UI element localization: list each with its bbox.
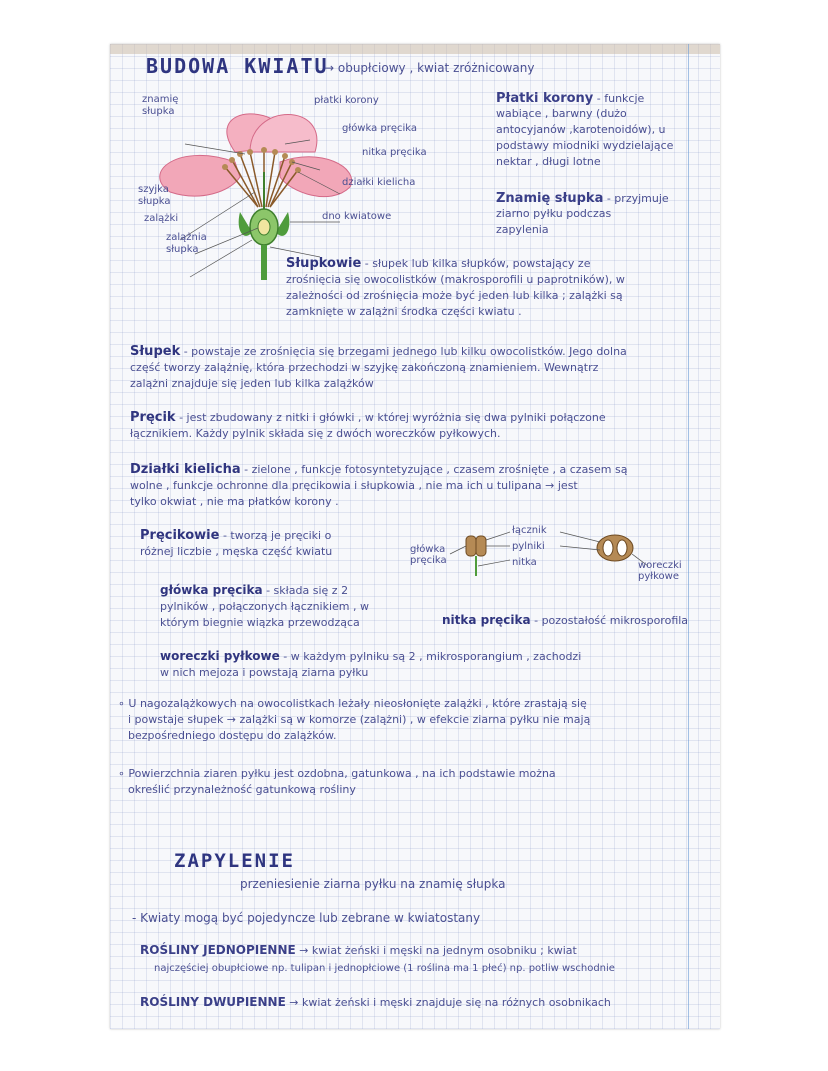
label-zalaznia: zalążnia słupka	[166, 232, 207, 255]
slupkowie-line0: - słupek lub kilka słupków, powstający ze	[364, 257, 591, 270]
label-znamie: znamię słupka	[142, 94, 179, 117]
dzialki-line2: tylko okwiat , nie ma płatków korony .	[130, 495, 339, 508]
woreczki-line0: - w każdym pylniku są 2 , mikrosporangium , zachodzi	[283, 650, 582, 663]
slupek-line2: zalążni znajduje się jeden lub kilka zalążków	[130, 377, 374, 390]
page-subtitle: → obupłciowy , kwiat zróżnicowany	[324, 61, 535, 75]
note-znamie	[496, 190, 669, 207]
precikowie-block	[140, 528, 332, 560]
precik-line0: - jest zbudowany z nitki i główki , w której wyróżnia się dwa pylniki połączone	[179, 411, 606, 424]
label-zalazki: zalążki	[144, 213, 179, 224]
slupkowie-title: Słupkowie	[286, 256, 362, 271]
bullet-2: ∘ Powierzchnia ziaren pyłku jest ozdobna, gatunkowa , na ich podstawie można określić przynależność gatunkową rośliny	[118, 767, 556, 796]
bullet-2-line1: określić przynależność gatunkową rośliny	[128, 783, 356, 796]
note-platki-line1: wabiące , barwny (dużo	[496, 107, 627, 120]
slupkowie-line2: zależności od zrośnięcia może być jeden lub kilka ; zalążki są	[286, 289, 623, 302]
slupek-block	[130, 344, 627, 392]
stamen-label-nitka: nitka	[512, 557, 537, 568]
precikowie-line0: - tworzą je pręciki o	[222, 529, 332, 542]
zapylenie-definition: przeniesienie ziarna pyłku na znamię słupka	[240, 877, 506, 891]
note-platki	[496, 90, 644, 107]
slupkowie-line1: zrośnięcia się owocolistków (makrosporofili u paprotników), w	[286, 273, 625, 286]
glowka-line2: którym biegnie wiązka przewodząca	[160, 616, 360, 629]
note-znamie-body	[496, 206, 611, 238]
precikowie-line1: różnej liczbie , męska część kwiatu	[140, 545, 333, 558]
jednopienne-line1: → kwiat żeński i męski na jednym osobniku ; kwiat	[299, 944, 577, 957]
slupkowie-block	[286, 256, 625, 320]
note-znamie-title: Znamię słupka	[496, 191, 604, 206]
dzialki-block	[130, 462, 628, 510]
slupkowie-line3: zamknięte w zalążni środka części kwiatu .	[286, 305, 522, 318]
stamen-label-pylniki: pylniki	[512, 541, 545, 552]
bullet-1-line2: bezpośredniego dostępu do zalążków.	[128, 729, 337, 742]
dzialki-line0: - zielone , funkcje fotosyntetyzujące , czasem zrośnięte , a czasem są	[244, 463, 628, 476]
jednopienne-line2: najczęściej obupłciowe np. tulipan i jednopłciowe (1 roślina ma 1 płeć) np. potliw wschodnie	[154, 963, 615, 974]
label-szyjka: szyjka słupka	[138, 184, 171, 207]
glowka-title: główka pręcika	[160, 583, 263, 597]
notebook-page	[110, 44, 720, 1029]
note-platki-line0: - funkcje	[596, 92, 645, 105]
margin-line	[688, 44, 689, 1029]
note-platki-title: Płatki korony	[496, 91, 594, 106]
bullet-1: ∘ U nagozalążkowych na owocolistkach leżały nieosłonięte zalążki , które zrastają się i powstaje słupek → zalążki są w komorze (zalążni) , w efekcie ziarna pyłku nie mają bezpośredniego dostępu do zalążków.	[118, 697, 591, 742]
page-title: BUDOWA KWIATU	[146, 54, 329, 78]
bullet-1-line1: i powstaje słupek → zalążki są w komorze (zalążni) , w efekcie ziarna pyłku nie mają	[128, 713, 591, 726]
note-znamie-line1: ziarno pyłku podczas	[496, 207, 612, 220]
label-glowka: główka pręcika	[342, 123, 418, 134]
stamen-label-glowka: główka pręcika	[410, 544, 447, 566]
precikowie-title: Pręcikowie	[140, 528, 220, 543]
dwupienne-row	[140, 994, 611, 1011]
precik-title: Pręcik	[130, 410, 176, 425]
slupek-line0: - powstaje ze zrośnięcia się brzegami jednego lub kilku owocolistków. Jego dolna	[183, 345, 627, 358]
nitka-title: nitka pręcika	[442, 613, 531, 627]
jednopienne-row	[140, 942, 577, 959]
woreczki-line1: w nich mejoza i powstają ziarna pyłku	[160, 666, 369, 679]
jednopienne-title: ROŚLINY JEDNOPIENNE	[140, 943, 296, 957]
glowka-line1: pylników , połączonych łącznikiem , w	[160, 600, 370, 613]
note-platki-body	[496, 106, 673, 170]
stamen-label-woreczki: woreczki pyłkowe	[638, 560, 682, 582]
bullet-2-line0: Powierzchnia ziaren pyłku jest ozdobna, gatunkowa , na ich podstawie można	[128, 767, 556, 780]
dzialki-line1: wolne , funkcje ochronne dla pręcikowia i słupkowia , nie ma ich u tulipana → jest	[130, 479, 578, 492]
note-platki-line4: nektar , długi lotne	[496, 155, 601, 168]
glowka-line0: - składa się z 2	[266, 584, 349, 597]
label-dno: dno kwiatowe	[322, 211, 392, 222]
note-znamie-line0: - przyjmuje	[606, 192, 669, 205]
dzialki-title: Działki kielicha	[130, 462, 241, 477]
slupek-line1: część tworzy zalążnię, która przechodzi w szyjkę zakończoną znamieniem. Wewnątrz	[130, 361, 599, 374]
dwupienne-title: ROŚLINY DWUPIENNE	[140, 995, 286, 1009]
label-dzialki: działki kielicha	[342, 177, 416, 188]
dwupienne-line1: → kwiat żeński i męski znajduje się na różnych osobnikach	[289, 996, 611, 1009]
nitka-text: - pozostałość mikrosporofila	[534, 614, 689, 627]
precik-line1: łącznikiem. Każdy pylnik składa się z dwóch woreczków pyłkowych.	[130, 427, 501, 440]
zapylenie-title: ZAPYLENIE	[174, 850, 295, 872]
precik-block	[130, 410, 606, 442]
glowka-block	[160, 582, 369, 631]
note-znamie-line2: zapylenia	[496, 223, 549, 236]
slupek-title: Słupek	[130, 344, 181, 359]
zapylenie-line1: - Kwiaty mogą być pojedyncze lub zebrane w kwiatostany	[132, 911, 481, 925]
note-platki-line3: podstawy miodniki wydzielające	[496, 139, 674, 152]
woreczki-block	[160, 648, 581, 681]
stamen-label-lacznik: łącznik	[512, 525, 547, 536]
bullet-1-line0: U nagozalążkowych na owocolistkach leżały nieosłonięte zalążki , które zrastają się	[128, 697, 587, 710]
nitka-block	[442, 612, 688, 629]
woreczki-title: woreczki pyłkowe	[160, 649, 280, 663]
label-nitka: nitka pręcika	[362, 147, 427, 158]
note-platki-line2: antocyjanów ,karotenoidów), u	[496, 123, 666, 136]
label-platki: płatki korony	[314, 95, 379, 106]
